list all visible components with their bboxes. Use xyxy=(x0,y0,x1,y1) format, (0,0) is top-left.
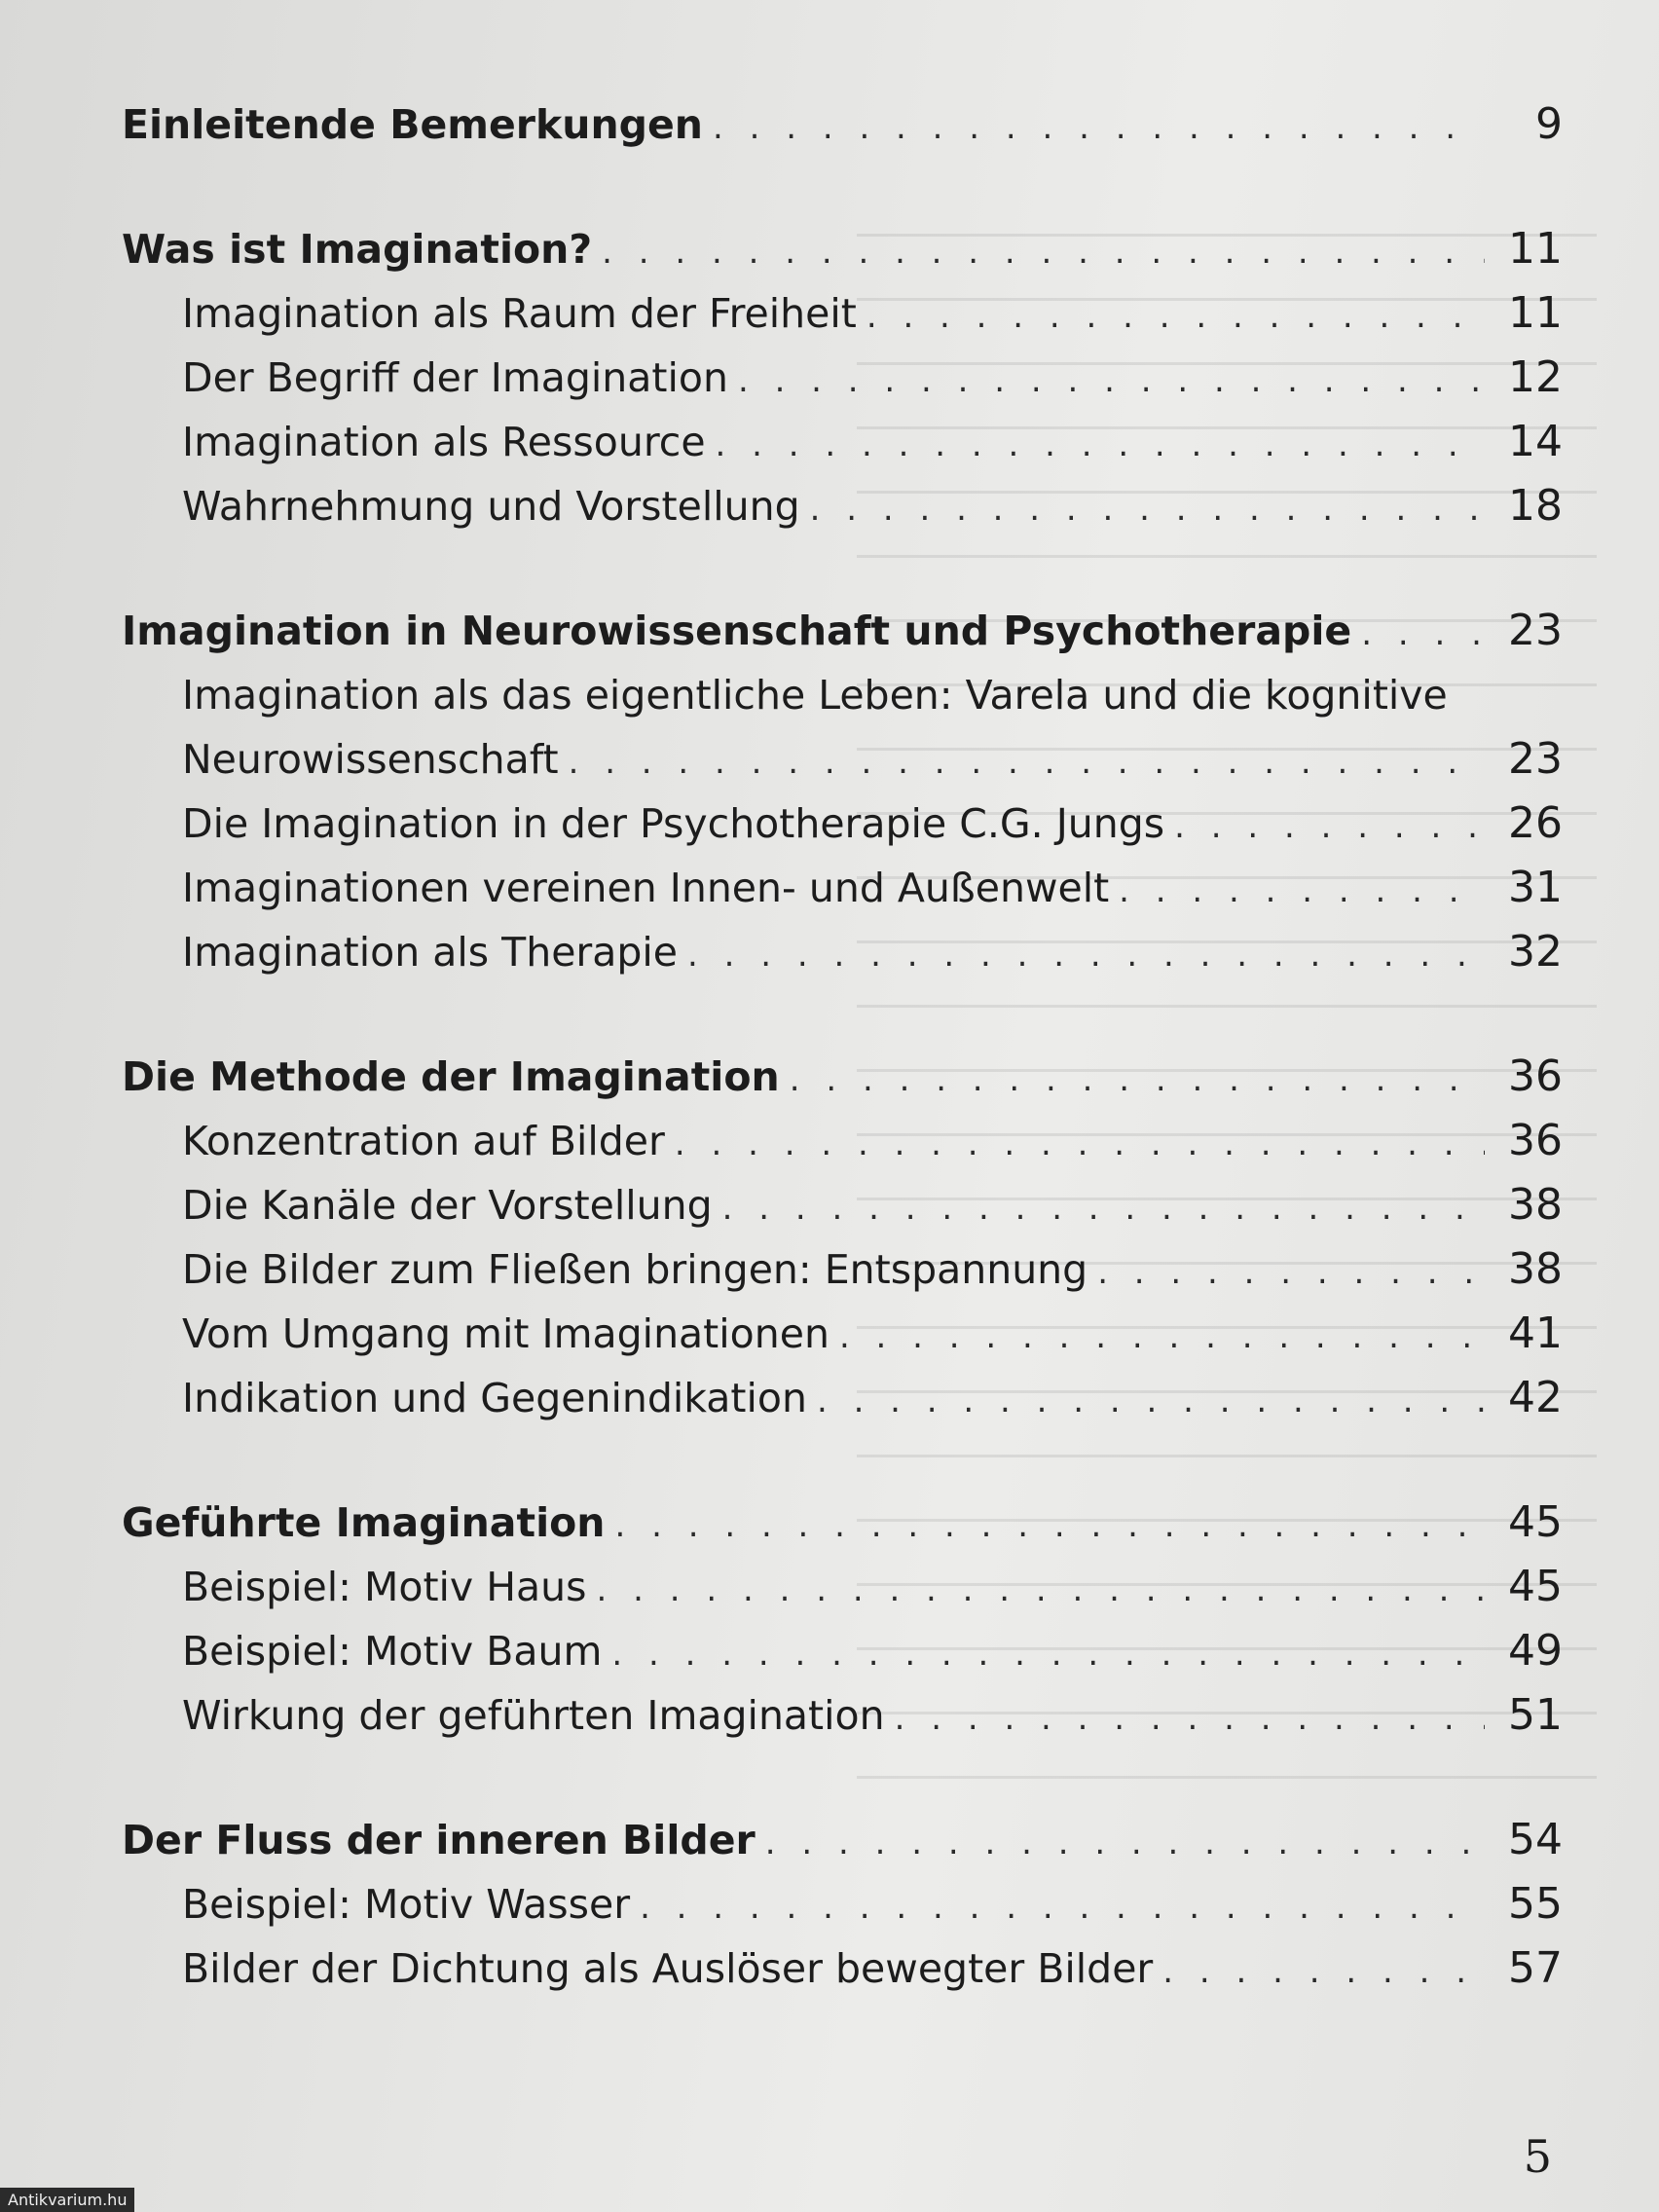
toc-chapter-heading xyxy=(122,599,1563,663)
toc-section xyxy=(122,1045,1563,1430)
entry-title: Die Kanäle der Vorstellung xyxy=(182,1182,713,1229)
toc-entry xyxy=(122,1619,1563,1683)
toc-entry xyxy=(122,1555,1563,1619)
toc-entry xyxy=(122,1366,1563,1430)
dot-leader xyxy=(1162,1939,1485,2004)
dot-leader xyxy=(866,284,1485,349)
entry-title: Imaginationen vereinen Innen- und Außenwelt xyxy=(182,865,1110,911)
entry-title: Bilder der Dichtung als Auslöser bewegter Bilder xyxy=(182,1945,1154,1992)
toc-chapter-heading xyxy=(122,92,1563,157)
toc-chapter-heading xyxy=(122,1045,1563,1109)
table-of-contents xyxy=(122,92,1563,2061)
toc-section xyxy=(122,599,1563,984)
page-number: 5 xyxy=(1523,2130,1552,2183)
dot-leader xyxy=(738,349,1485,413)
entry-title: Imagination als Raum der Freiheit xyxy=(182,290,857,337)
chapter-title: Was ist Imagination? xyxy=(122,226,593,273)
dot-leader xyxy=(839,1305,1485,1369)
dot-leader xyxy=(817,1369,1485,1433)
toc-section xyxy=(122,1491,1563,1748)
entry-page-number: 31 xyxy=(1508,863,1563,912)
dot-leader xyxy=(614,1493,1485,1558)
toc-entry xyxy=(122,474,1563,538)
dot-leader xyxy=(602,220,1485,284)
entry-page-number: 11 xyxy=(1508,288,1563,338)
entry-title: Die Imagination in der Psychotherapie C.G. Jungs xyxy=(182,800,1165,847)
entry-page-number: 41 xyxy=(1508,1309,1563,1358)
toc-entry xyxy=(122,281,1563,346)
entry-page-number: 36 xyxy=(1508,1116,1563,1165)
dot-leader xyxy=(713,95,1485,160)
dot-leader xyxy=(810,477,1485,541)
chapter-page-number: 54 xyxy=(1508,1815,1563,1864)
chapter-title: Geführte Imagination xyxy=(122,1499,606,1546)
entry-title: Imagination als Ressource xyxy=(182,419,706,465)
entry-title: Beispiel: Motiv Haus xyxy=(182,1564,587,1610)
toc-chapter-heading xyxy=(122,1808,1563,1872)
dot-leader xyxy=(687,923,1485,987)
toc-entry xyxy=(122,1683,1563,1748)
toc-entry xyxy=(122,856,1563,920)
dot-leader xyxy=(675,1112,1485,1176)
dot-leader xyxy=(1097,1240,1485,1305)
entry-title: Beispiel: Motiv Wasser xyxy=(182,1881,631,1928)
chapter-title: Einleitende Bemerkungen xyxy=(122,101,703,148)
entry-page-number: 45 xyxy=(1508,1562,1563,1611)
chapter-title: Die Methode der Imagination xyxy=(122,1053,780,1100)
entry-title: Konzentration auf Bilder xyxy=(182,1118,665,1164)
entry-page-number: 23 xyxy=(1508,734,1563,784)
chapter-page-number: 45 xyxy=(1508,1497,1563,1547)
entry-page-number: 42 xyxy=(1508,1373,1563,1422)
toc-entry xyxy=(122,792,1563,856)
entry-title-continuation: Neurowissenschaft xyxy=(182,736,559,783)
entry-page-number: 38 xyxy=(1508,1244,1563,1294)
entry-page-number: 55 xyxy=(1508,1879,1563,1929)
entry-title: Vom Umgang mit Imaginationen xyxy=(182,1310,830,1357)
toc-entry xyxy=(122,1237,1563,1302)
toc-entry xyxy=(122,1872,1563,1936)
toc-section xyxy=(122,1808,1563,2001)
dot-leader xyxy=(722,1176,1485,1240)
entry-page-number: 57 xyxy=(1508,1943,1563,1993)
dot-leader xyxy=(895,1686,1485,1751)
chapter-page-number: 11 xyxy=(1508,224,1563,274)
toc-chapter-heading xyxy=(122,1491,1563,1555)
entry-title: Imagination als Therapie xyxy=(182,929,679,976)
toc-section xyxy=(122,217,1563,538)
toc-entry xyxy=(122,410,1563,474)
toc-entry xyxy=(122,1302,1563,1366)
entry-title: Indikation und Gegenindikation xyxy=(182,1375,807,1421)
chapter-page-number: 36 xyxy=(1508,1051,1563,1101)
toc-entry xyxy=(122,920,1563,984)
chapter-page-number: 23 xyxy=(1508,606,1563,655)
toc-entry-continuation xyxy=(122,727,1563,792)
entry-title: Die Bilder zum Fließen bringen: Entspannung xyxy=(182,1246,1088,1293)
entry-title: Wirkung der geführten Imagination xyxy=(182,1692,885,1739)
entry-title: Imagination als das eigentliche Leben: Varela und die kognitive xyxy=(182,672,1448,719)
dot-leader xyxy=(1119,859,1485,923)
chapter-page-number: 9 xyxy=(1535,99,1563,149)
entry-page-number: 26 xyxy=(1508,798,1563,848)
chapter-title: Imagination in Neurowissenschaft und Psychotherapie xyxy=(122,608,1352,654)
entry-title: Beispiel: Motiv Baum xyxy=(182,1628,603,1675)
toc-entry xyxy=(122,1936,1563,2001)
dot-leader xyxy=(1361,602,1485,666)
toc-entry xyxy=(122,1109,1563,1173)
dot-leader xyxy=(569,730,1485,794)
entry-page-number: 18 xyxy=(1508,481,1563,531)
dot-leader xyxy=(765,1811,1485,1875)
dot-leader xyxy=(716,413,1485,477)
entry-page-number: 49 xyxy=(1508,1626,1563,1676)
dot-leader xyxy=(790,1048,1485,1112)
toc-entry xyxy=(122,1173,1563,1237)
watermark: Antikvarium.hu xyxy=(0,2188,134,2212)
entry-page-number: 14 xyxy=(1508,417,1563,466)
entry-page-number: 51 xyxy=(1508,1690,1563,1740)
entry-title: Wahrnehmung und Vorstellung xyxy=(182,483,800,530)
entry-page-number: 38 xyxy=(1508,1180,1563,1230)
dot-leader xyxy=(1174,794,1485,859)
toc-chapter-heading xyxy=(122,217,1563,281)
dot-leader xyxy=(611,1622,1485,1686)
entry-title: Der Begriff der Imagination xyxy=(182,354,728,401)
chapter-title: Der Fluss der inneren Bilder xyxy=(122,1817,756,1863)
toc-entry xyxy=(122,346,1563,410)
toc-section xyxy=(122,92,1563,157)
toc-entry xyxy=(122,663,1563,727)
entry-page-number: 12 xyxy=(1508,352,1563,402)
entry-page-number: 32 xyxy=(1508,927,1563,977)
dot-leader xyxy=(640,1875,1485,1939)
dot-leader xyxy=(597,1558,1485,1622)
